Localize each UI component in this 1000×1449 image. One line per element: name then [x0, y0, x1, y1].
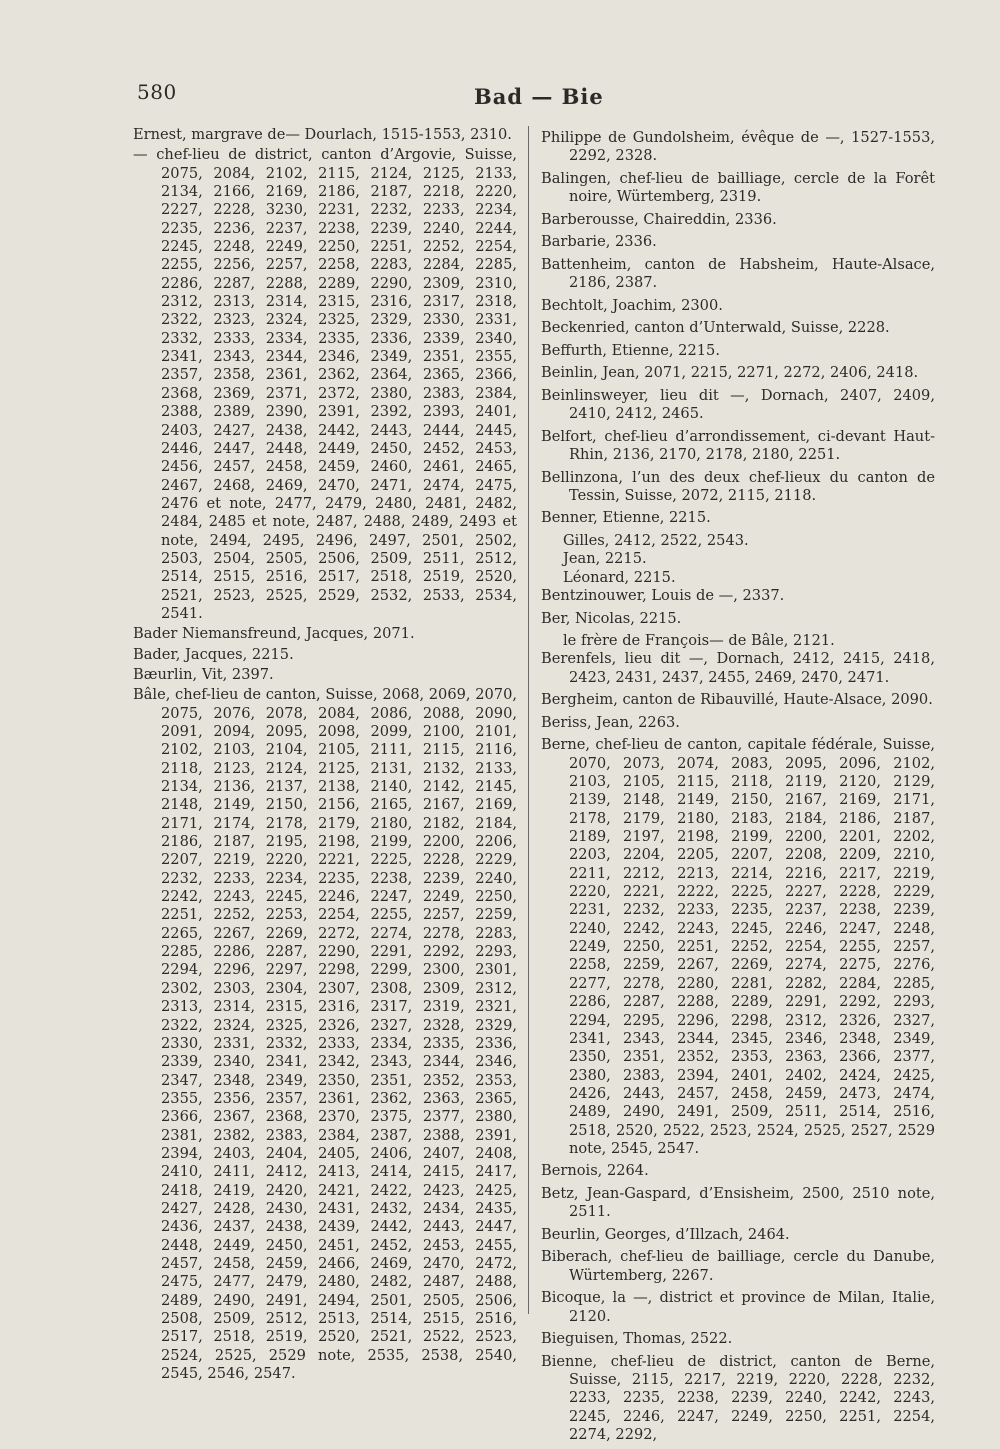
running-head: Bad — Bie: [474, 84, 604, 109]
index-entry: Bicoque, la —, district et province de Milan, Italie, 2120.: [541, 1289, 935, 1325]
index-entry: Beffurth, Etienne, 2215.: [541, 341, 720, 359]
index-subentry: le frère de François— de Bâle, 2121.: [563, 632, 835, 650]
index-entry: Betz, Jean-Gaspard, d’Ensisheim, 2500, 2510 note, 2511.: [541, 1184, 935, 1221]
index-subentry: Jean, 2215.: [563, 550, 647, 568]
index-entry: Ernest, margrave de— Dourlach, 1515-1553, 2310.: [133, 126, 512, 143]
index-entry: Philippe de Gundolsheim, évêque de —, 1527-1553, 2292, 2328.: [541, 129, 935, 165]
index-entry: Berenfels, lieu dit —, Dornach, 2412, 2415, 2418, 2423, 2431, 2437, 2455, 2469, 2470, 2471.: [541, 650, 935, 686]
index-entry: Bechtolt, Joachim, 2300.: [541, 296, 723, 314]
index-entry: — chef-lieu de district, canton d’Argovie, Suisse, 2075, 2084, 2102, 2115, 2124, 2125, 2133, 2134, 2166, 2169, 2186, 2187, 2218, 2220, 2227, 2228, 3230, 2231, 2232, 2233, 2234, 2235, 2236, 2237, 2238, 2239, 2240, 2244, 2245, 2248, 2249, 2250, 2251, 2252, 2254, 2255, 2256, 2257, 2258, 2283, 2284, 2285, 2286, 2287, 2288, 2289, 2290, 2309, 2310, 2312, 2313, 2314, 2315, 2316, 2317, 2318, 2322, 2323, 2324, 2325, 2329, 2330, 2331, 2332, 2333, 2334, 2335, 2336, 2339, 2340, 2341, 2343, 2344, 2346, 2349, 2351, 2355, 2357, 2358, 2361, 2362, 2364, 2365, 2366, 2368, 2369, 2371, 2372, 2380, 2383, 2384, 2388, 2389, 2390, 2391, 2392, 2393, 2401, 2403, 2427, 2438, 2442, 2443, 2444, 2445, 2446, 2447, 2448, 2449, 2450, 2452, 2453, 2456, 2457, 2458, 2459, 2460, 2461, 2465, 2467, 2468, 2469, 2470, 2471, 2474, 2475, 2476 et note, 2477, 2479, 2480, 2481, 2482, 2484, 2485 et note, 2487, 2488, 2489, 2493 et note, 2494, 2495, 2496, 2497, 2501, 2502, 2503, 2504, 2505, 2506, 2509, 2511, 2512, 2514, 2515, 2516, 2517, 2518, 2519, 2520, 2521, 2523, 2525, 2529, 2532, 2533, 2534, 2541.: [133, 146, 517, 622]
right-column: [541, 129, 935, 1449]
index-entry: Barberousse, Chaireddin, 2336.: [541, 210, 777, 228]
page-number: 580: [137, 80, 177, 104]
left-column: [133, 126, 517, 1385]
index-subentry: Léonard, 2215.: [563, 568, 676, 586]
index-entry: Battenheim, canton de Habsheim, Haute-Alsace, 2186, 2387.: [541, 255, 935, 292]
index-entry: Bienne, chef-lieu de district, canton de Berne, Suisse, 2115, 2217, 2219, 2220, 2228, 2232, 2233, 2235, 2238, 2239, 2240, 2242, 2243, 2245, 2246, 2247, 2249, 2250, 2251, 2254, 2274, 2292,: [541, 1352, 935, 1444]
index-entry: Bâle, chef-lieu de canton, Suisse, 2068, 2069, 2070, 2075, 2076, 2078, 2084, 2086, 2088, 2090, 2091, 2094, 2095, 2098, 2099, 2100, 2101, 2102, 2103, 2104, 2105, 2111, 2115, 2116, 2118, 2123, 2124, 2125, 2131, 2132, 2133, 2134, 2136, 2137, 2138, 2140, 2142, 2145, 2148, 2149, 2150, 2156, 2165, 2167, 2169, 2171, 2174, 2178, 2179, 2180, 2182, 2184, 2186, 2187, 2195, 2198, 2199, 2200, 2206, 2207, 2219, 2220, 2221, 2225, 2228, 2229, 2232, 2233, 2234, 2235, 2238, 2239, 2240, 2242, 2243, 2245, 2246, 2247, 2249, 2250, 2251, 2252, 2253, 2254, 2255, 2257, 2259, 2265, 2267, 2269, 2272, 2274, 2278, 2283, 2285, 2286, 2287, 2290, 2291, 2292, 2293, 2294, 2296, 2297, 2298, 2299, 2300, 2301, 2302, 2303, 2304, 2307, 2308, 2309, 2312, 2313, 2314, 2315, 2316, 2317, 2319, 2321, 2322, 2324, 2325, 2326, 2327, 2328, 2329, 2330, 2331, 2332, 2333, 2334, 2335, 2336, 2339, 2340, 2341, 2342, 2343, 2344, 2346, 2347, 2348, 2349, 2350, 2351, 2352, 2353, 2355, 2356, 2357, 2361, 2362, 2363, 2365, 2366, 2367, 2368, 2370, 2375, 2377, 2380, 2381, 2382, 2383, 2384, 2387, 2388, 2391, 2394, 2403, 2404, 2405, 2406, 2407, 2408, 2410, 2411, 2412, 2413, 2414, 2415, 2417, 2418, 2419, 2420, 2421, 2422, 2423, 2425, 2427, 2428, 2430, 2431, 2432, 2434, 2435, 2436, 2437, 2438, 2439, 2442, 2443, 2447, 2448, 2449, 2450, 2451, 2452, 2453, 2455, 2457, 2458, 2459, 2466, 2469, 2470, 2472, 2475, 2477, 2479, 2480, 2482, 2487, 2488, 2489, 2490, 2491, 2494, 2501, 2505, 2506, 2508, 2509, 2512, 2513, 2514, 2515, 2516, 2517, 2518, 2519, 2520, 2521, 2522, 2523, 2524, 2525, 2529 note, 2535, 2538, 2540, 2545, 2546, 2547.: [133, 686, 517, 1383]
index-entry: Beurlin, Georges, d’Illzach, 2464.: [541, 1225, 790, 1243]
index-entry: Bieguisen, Thomas, 2522.: [541, 1330, 733, 1348]
index-entry: Bader Niemansfreund, Jacques, 2071.: [133, 625, 415, 643]
index-entry: Bernois, 2264.: [541, 1162, 649, 1180]
index-entry: Bader, Jacques, 2215.: [133, 645, 294, 663]
index-subentry: Gilles, 2412, 2522, 2543.: [563, 531, 749, 549]
index-entry: Bæurlin, Vit, 2397.: [133, 665, 274, 683]
index-entry: Belfort, chef-lieu d’arrondissement, ci-devant Haut-Rhin, 2136, 2170, 2178, 2180, 2251.: [541, 427, 935, 464]
index-entry: Berne, chef-lieu de canton, capitale fédérale, Suisse, 2070, 2073, 2074, 2083, 2095, 2096, 2102, 2103, 2105, 2115, 2118, 2119, 2120, 2129, 2139, 2148, 2149, 2150, 2167, 2169, 2171, 2178, 2179, 2180, 2183, 2184, 2186, 2187, 2189, 2197, 2198, 2199, 2200, 2201, 2202, 2203, 2204, 2205, 2207, 2208, 2209, 2210, 2211, 2212, 2213, 2214, 2216, 2217, 2219, 2220, 2221, 2222, 2225, 2227, 2228, 2229, 2231, 2232, 2233, 2235, 2237, 2238, 2239, 2240, 2242, 2243, 2245, 2246, 2247, 2248, 2249, 2250, 2251, 2252, 2254, 2255, 2257, 2258, 2259, 2267, 2269, 2274, 2275, 2276, 2277, 2278, 2280, 2281, 2282, 2284, 2285, 2286, 2287, 2288, 2289, 2291, 2292, 2293, 2294, 2295, 2296, 2298, 2312, 2326, 2327, 2341, 2343, 2344, 2345, 2346, 2348, 2349, 2350, 2351, 2352, 2353, 2363, 2366, 2377, 2380, 2383, 2394, 2401, 2402, 2424, 2425, 2426, 2443, 2457, 2458, 2459, 2473, 2474, 2489, 2490, 2491, 2509, 2511, 2514, 2516, 2518, 2520, 2522, 2523, 2524, 2525, 2527, 2529 note, 2545, 2547.: [541, 736, 935, 1157]
index-entry: Bellinzona, l’un des deux chef-lieux du canton de Tessin, Suisse, 2072, 2115, 2118.: [541, 468, 935, 504]
index-entry: Balingen, chef-lieu de bailliage, cercle de la Forêt noire, Würtemberg, 2319.: [541, 169, 935, 206]
index-entry: Beriss, Jean, 2263.: [541, 713, 680, 731]
index-entry: Biberach, chef-lieu de bailliage, cercle du Danube, Würtemberg, 2267.: [541, 1248, 935, 1284]
index-entry: Beckenried, canton d’Unterwald, Suisse, 2228.: [541, 319, 890, 337]
index-entry: Barbarie, 2336.: [541, 233, 657, 251]
index-entry: Benner, Etienne, 2215.: [541, 509, 711, 527]
column-divider: [528, 126, 529, 1314]
index-entry: Ber, Nicolas, 2215.: [541, 609, 682, 627]
index-entry: Bergheim, canton de Ribauvillé, Haute-Alsace, 2090.: [541, 691, 933, 709]
index-entry: Beinlin, Jean, 2071, 2215, 2271, 2272, 2406, 2418.: [541, 364, 919, 382]
index-entry: Bentzinouwer, Louis de —, 2337.: [541, 587, 785, 604]
index-entry: Beinlinsweyer, lieu dit —, Dornach, 2407, 2409, 2410, 2412, 2465.: [541, 386, 935, 423]
